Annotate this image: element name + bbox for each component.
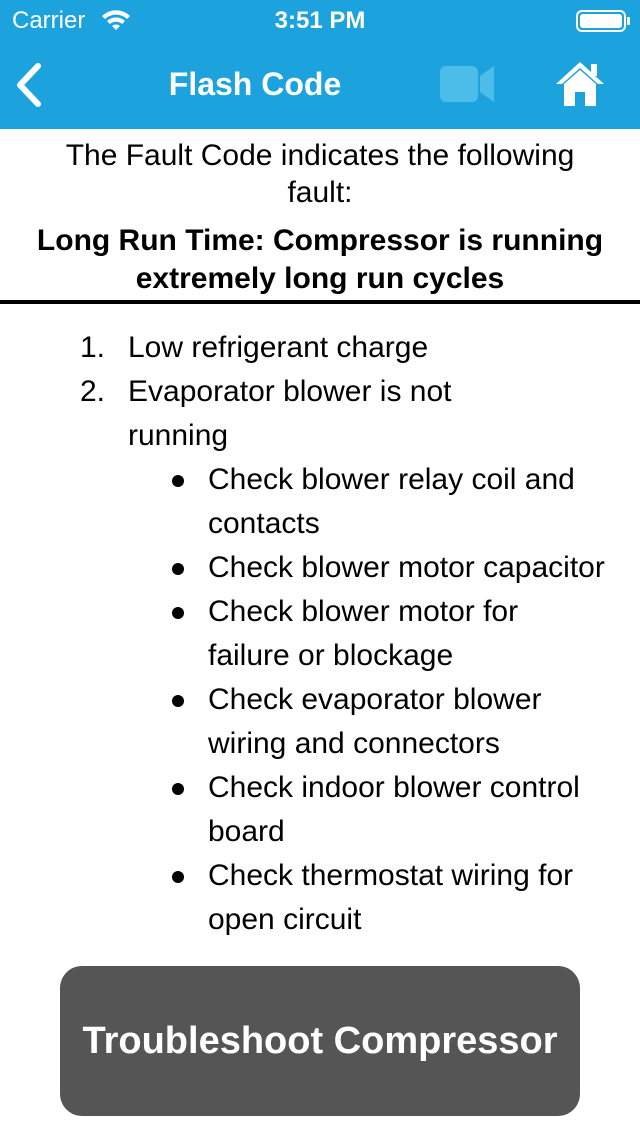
list-item-text: Evaporator blower is not running xyxy=(128,375,452,452)
list-item xyxy=(0,370,508,458)
fault-header xyxy=(0,129,640,304)
battery-icon xyxy=(576,10,632,32)
page-title: Flash Code xyxy=(168,66,342,102)
bullet-icon xyxy=(172,607,184,619)
status-bar xyxy=(0,0,640,40)
status-time: 3:51 PM xyxy=(274,7,366,34)
bullet-icon xyxy=(172,695,184,707)
fault-title: Long Run Time: Compressor is running extremely long run cycles xyxy=(36,224,604,295)
list-item-text: Low refrigerant charge xyxy=(128,331,429,364)
fault-intro-text: The Fault Code indicates the following fault: xyxy=(65,139,575,209)
check-item xyxy=(208,458,608,546)
check-item xyxy=(208,854,608,942)
check-item-text: Check blower motor for failure or blockage xyxy=(208,595,519,672)
check-item-text: Check blower motor capacitor xyxy=(208,551,605,584)
causes-content[interactable] xyxy=(0,304,640,968)
check-item xyxy=(208,678,608,766)
bullet-icon xyxy=(172,871,184,883)
back-chevron-icon[interactable] xyxy=(14,62,46,108)
home-icon[interactable] xyxy=(554,60,606,108)
checks-list xyxy=(0,458,640,942)
list-item xyxy=(0,326,508,370)
list-item-number: 2. xyxy=(80,375,106,408)
check-item-text: Check thermostat wiring for open circuit xyxy=(208,859,574,936)
causes-list xyxy=(0,326,640,942)
carrier-label: Carrier xyxy=(12,7,86,34)
bullet-icon xyxy=(172,475,184,487)
check-item-text: Check blower relay coil and contacts xyxy=(208,463,575,540)
navigation-bar xyxy=(0,40,640,129)
bullet-icon xyxy=(172,783,184,795)
check-item-text: Check evaporator blower wiring and connectors xyxy=(208,683,542,760)
list-item-number: 1. xyxy=(80,331,106,364)
check-item xyxy=(208,546,608,590)
troubleshoot-compressor-button[interactable]: Troubleshoot Compressor xyxy=(60,966,580,1116)
video-camera-icon[interactable] xyxy=(440,64,496,104)
bullet-icon xyxy=(172,563,184,575)
check-item xyxy=(208,590,608,678)
check-item-text: Check indoor blower control board xyxy=(208,771,580,848)
check-item xyxy=(208,766,608,854)
